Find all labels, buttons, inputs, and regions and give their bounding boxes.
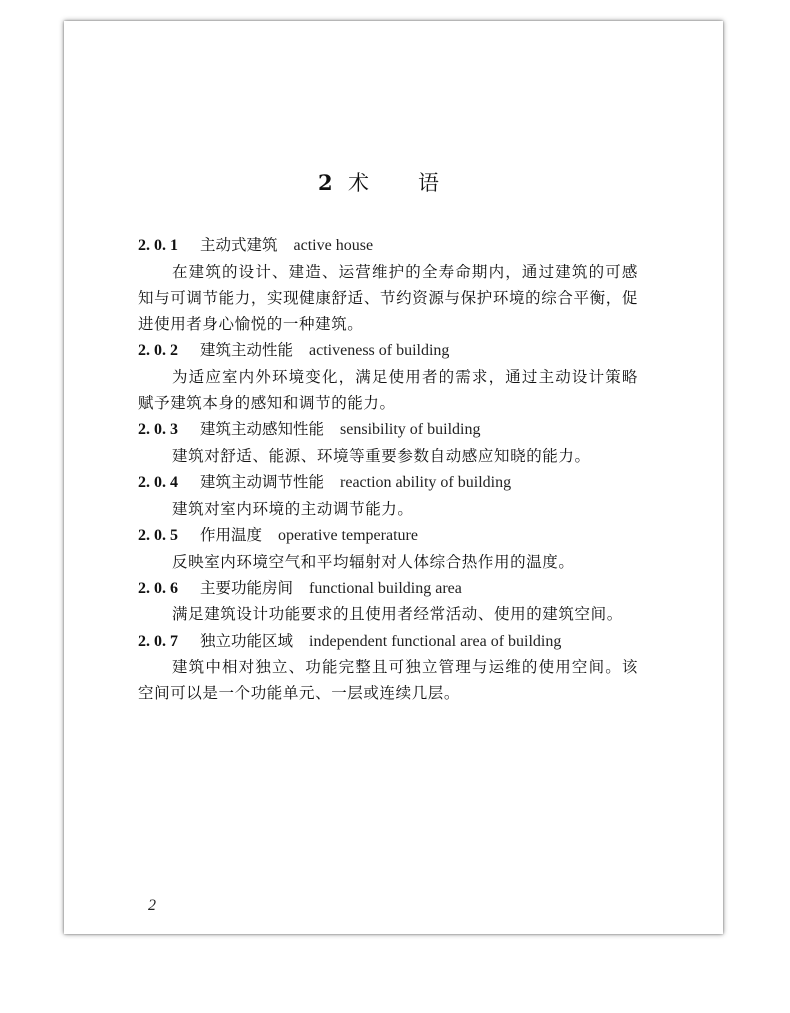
term-entry <box>138 416 638 469</box>
term-entry <box>138 628 638 707</box>
page-number: 2 <box>148 897 156 914</box>
term-entry <box>138 469 638 522</box>
term-definition: 在建筑的设计、建造、运营维护的全寿命期内，通过建筑的可感知与可调节能力，实现健康舒适、节约资源与保护环境的综合平衡，促进使用者身心愉悦的一种建筑。 <box>138 262 638 334</box>
term-definition: 满足建筑设计功能要求的且使用者经常活动、使用的建筑空间。 <box>172 605 623 624</box>
term-heading <box>138 575 638 602</box>
term-name-en: operative temperature <box>278 527 418 545</box>
term-name-en: independent functional area of building <box>309 632 562 650</box>
term-heading <box>138 337 638 364</box>
term-heading <box>138 416 638 443</box>
term-name-cn: 独立功能区域 <box>200 631 294 650</box>
document-page <box>64 21 723 934</box>
chapter-title-part1: 术 <box>348 171 369 195</box>
term-number: 2. 0. 2 <box>138 342 178 360</box>
term-definition: 建筑中相对独立、功能完整且可独立管理与运维的使用空间。该空间可以是一个功能单元、一层或连续几层。 <box>138 658 638 703</box>
term-name-cn: 建筑主动调节性能 <box>200 473 325 492</box>
term-number: 2. 0. 3 <box>138 421 178 439</box>
term-name-en: sensibility of building <box>340 421 481 439</box>
term-heading <box>138 628 638 655</box>
term-name-en: reaction ability of building <box>340 474 512 492</box>
term-name-cn: 主动式建筑 <box>200 236 278 254</box>
term-entry <box>138 575 638 628</box>
term-number: 2. 0. 4 <box>138 474 178 492</box>
terms-list <box>138 232 638 707</box>
term-entry <box>138 232 638 337</box>
term-heading <box>138 522 638 549</box>
term-number: 2. 0. 5 <box>138 527 178 545</box>
chapter-title <box>318 167 439 197</box>
term-name-cn: 建筑主动性能 <box>200 341 294 360</box>
term-name-en: active house <box>293 237 374 254</box>
term-name-en: functional building area <box>309 579 462 597</box>
term-definition: 反映室内环境空气和平均辐射对人体综合热作用的温度。 <box>172 552 575 571</box>
term-name-cn: 主要功能房间 <box>200 578 294 597</box>
chapter-number: 2 <box>318 170 333 195</box>
chapter-title-part2: 语 <box>418 171 439 195</box>
term-heading <box>138 469 638 496</box>
term-number: 2. 0. 7 <box>138 632 178 650</box>
term-entry <box>138 337 638 416</box>
term-name-cn: 建筑主动感知性能 <box>200 420 325 439</box>
term-name-cn: 作用温度 <box>200 526 263 545</box>
term-number: 2. 0. 6 <box>138 579 178 597</box>
term-definition: 建筑对室内环境的主动调节能力。 <box>172 499 414 518</box>
term-definition: 为适应室内外环境变化，满足使用者的需求，通过主动设计策略赋予建筑本身的感知和调节的能力。 <box>138 367 638 413</box>
term-number: 2. 0. 1 <box>138 237 178 254</box>
term-definition: 建筑对舒适、能源、环境等重要参数自动感应知晓的能力。 <box>172 446 591 465</box>
term-entry <box>138 522 638 575</box>
term-heading <box>138 232 638 259</box>
term-name-en: activeness of building <box>309 342 450 360</box>
